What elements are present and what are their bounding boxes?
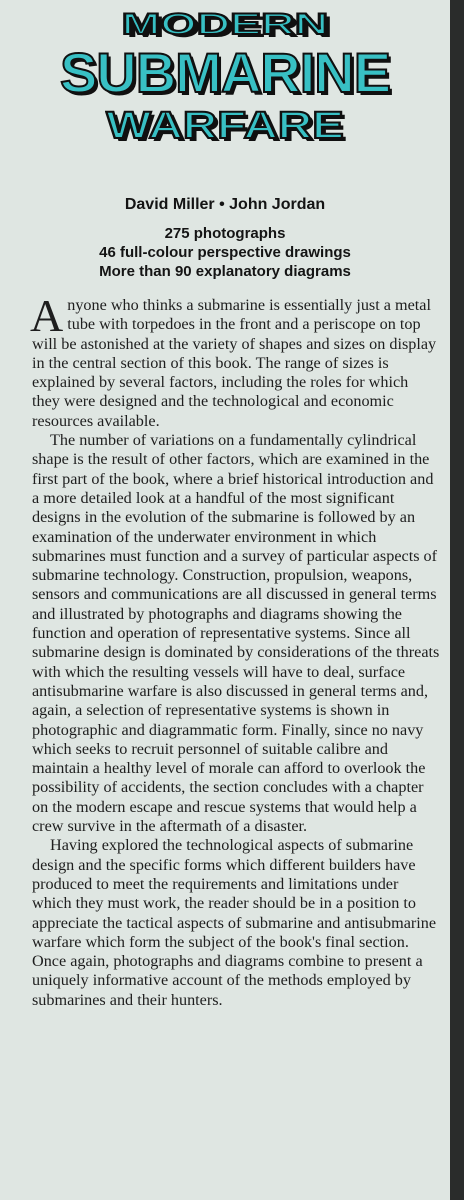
blurb-paragraph-3: Having explored the technological aspects of submarine design and the specific forms which different builders have produced to meet the requirements and limitations under which they must work, the reader should be in a position to appreciate the tactical aspects of submarine and antisubmarine warfare which form the subject of the book's final section. Once again, photographs and diagrams combine to present a uniquely informative account of the methods employed by submarines and their hunters. (32, 836, 437, 1009)
book-title (0, 8, 450, 148)
feature-diagrams: More than 90 explanatory diagrams (99, 263, 351, 280)
blurb-paragraph-2: The number of variations on a fundamentally cylindrical shape is the result of other factors, which are examined in the first part of the book, where a brief historical introduction and a more detailed look at a handful of the most significant designs in the evolution of the submarine is followed by an examination of the underwater environment in which submarines must function and a survey of particular aspects of submarine technology. Construction, propulsion, weapons, sensors and communications are all discussed in general terms and illustrated by photographs and diagrams showing the function and operation of representative systems. Since all submarine design is dominated by considerations of the threats with which the resulting vessels will have to deal, surface antisubmarine warfare is also discussed in general terms and, again, a selection of representative systems is shown in photographic and diagrammatic form. Finally, since no navy which seeks to recruit personnel of suitable calibre and maintain a healthy level of morale can afford to overlook the possibility of accidents, the section concludes with a chapter on the modern escape and rescue systems that would help a crew survive in the aftermath of a disaster. (32, 431, 440, 836)
blurb-paragraph-1-text: nyone who thinks a submarine is essentially just a metal tube with torpedoes in the front and a periscope on top will be astonished at the variety of shapes and sizes on display in the central section of this book. The range of sizes is explained by several factors, including the roles for which they were designed and the technological and economic resources available. (32, 296, 437, 430)
authors: David Miller • John Jordan (124, 196, 326, 213)
feature-photographs: 275 photographs (164, 225, 286, 242)
features-list (0, 224, 450, 281)
blurb-paragraph-1 (30, 290, 440, 431)
title-line-warfare: WARFARE (106, 105, 344, 147)
feature-drawings: 46 full-colour perspective drawings (99, 244, 351, 261)
title-line-submarine: SUBMARINE (59, 41, 391, 104)
drop-cap: A (30, 290, 64, 341)
blurb-text (30, 290, 440, 1010)
title-line-modern: MODERN (121, 8, 329, 41)
spine-edge (450, 0, 464, 1200)
